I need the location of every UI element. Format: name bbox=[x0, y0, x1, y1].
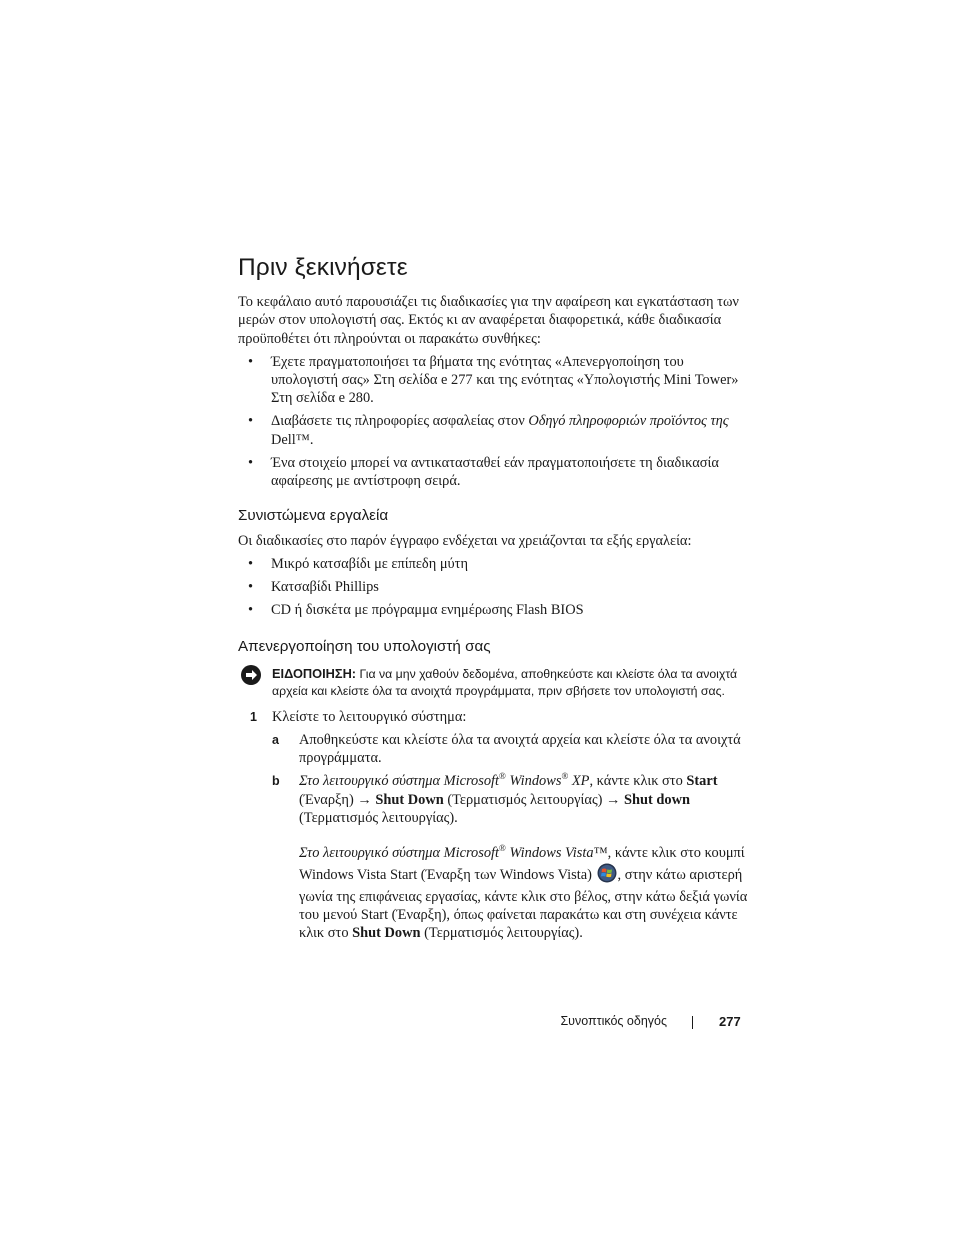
bullet-icon: • bbox=[248, 454, 254, 471]
bullet-icon: • bbox=[248, 578, 254, 595]
os-name-italic: XP bbox=[568, 773, 590, 790]
instruction-text: (Τερματισμός λειτουργίας). bbox=[299, 809, 458, 826]
xp-instructions bbox=[299, 772, 748, 827]
page-content bbox=[238, 293, 748, 948]
list-item bbox=[238, 578, 748, 596]
instruction-text: (Τερματισμός λειτουργίας). bbox=[420, 925, 583, 942]
bullet-icon: • bbox=[248, 601, 254, 618]
notice-icon bbox=[240, 664, 262, 691]
step-text: Κλείστε το λειτουργικό σύστημα: bbox=[272, 708, 467, 725]
notice-text: Για να μην χαθούν δεδομένα, αποθηκεύστε και κλείστε όλα τα ανοιχτά αρχεία και κλείστε όλα τα ανοιχτά προγράμματα, πριν σβήσετε τον υπολογιστή σας. bbox=[272, 666, 738, 698]
bullet-icon: • bbox=[248, 555, 254, 572]
tool-text: CD ή δισκέτα με πρόγραμμα ενημέρωσης Flash BIOS bbox=[271, 601, 584, 618]
list-item bbox=[238, 555, 748, 573]
vista-instructions bbox=[299, 844, 748, 942]
os-name-italic: Στο λειτουργικό σύστημα Microsoft bbox=[299, 845, 500, 862]
registered-mark: ® bbox=[499, 843, 506, 854]
substep-letter: a bbox=[272, 732, 279, 747]
tools-list bbox=[238, 555, 748, 619]
instruction-text: ™, κάντε κλικ στο κουμπί Windows Vista Start (Έναρξη των Windows Vista) bbox=[299, 845, 745, 883]
shut-down-label: Shut Down bbox=[352, 925, 421, 942]
registered-mark: ® bbox=[561, 771, 569, 782]
bullet-icon: • bbox=[248, 413, 254, 430]
condition-text: Διαβάσετε τις πληροφορίες ασφαλείας στον bbox=[271, 413, 529, 430]
intro-paragraph: Το κεφάλαιο αυτό παρουσιάζει τις διαδικασίες για την αφαίρεση και εγκατάσταση των μερών στον υπολογιστή σας. Εκτός κι αν αναφέρεται διαφορετικά, κάθε διαδικασία προϋποθέτει ότι πληρούνται οι παρακάτω συνθήκες: bbox=[238, 294, 739, 347]
bullet-icon: • bbox=[248, 353, 254, 370]
notice-label: ΕΙΔΟΠΟΙΗΣΗ: bbox=[272, 665, 357, 681]
shut-down-label: Shut Down bbox=[375, 791, 444, 808]
substep-letter: b bbox=[272, 774, 280, 789]
page-number: 277 bbox=[719, 1014, 741, 1029]
notice-box bbox=[238, 665, 748, 700]
instruction-text: (Τερματισμός λειτουργίας) → bbox=[443, 791, 625, 808]
condition-text: Dell™. bbox=[271, 431, 314, 448]
list-item bbox=[238, 412, 748, 449]
footer-label: Συνοπτικός οδηγός bbox=[560, 1014, 667, 1028]
shutdown-heading: Απενεργοποίηση του υπολογιστή σας bbox=[238, 638, 491, 656]
tools-heading: Συνιστώμενα εργαλεία bbox=[238, 507, 389, 525]
page-title: Πριν ξεκινήσετε bbox=[238, 254, 408, 281]
list-item bbox=[238, 353, 748, 408]
list-item bbox=[238, 454, 748, 491]
instruction-text: , κάντε κλικ στο bbox=[589, 773, 687, 790]
steps bbox=[238, 708, 748, 943]
instruction-text: (Έναρξη) → bbox=[299, 791, 376, 808]
list-item bbox=[238, 601, 748, 619]
instruction-text: , στην κάτω αριστερή γωνία της επιφάνειας εργασίας, κάντε κλικ στο βέλος, στην κάτω δεξιά γωνία του μενού Start (Έναρξη), όπως φαίνεται παρακάτω και στη συνέχεια κάντε κλικ στο bbox=[299, 866, 748, 942]
os-name-italic: Windows Vista bbox=[505, 845, 594, 862]
footer-separator bbox=[692, 1016, 693, 1029]
tool-text: Μικρό κατσαβίδι με επίπεδη μύτη bbox=[271, 555, 468, 572]
os-name-italic: Στο λειτουργικό σύστημα Microsoft bbox=[299, 773, 500, 790]
substep-b bbox=[238, 772, 748, 942]
step-1 bbox=[238, 708, 748, 726]
substep-a bbox=[238, 731, 748, 768]
tools-intro: Οι διαδικασίες στο παρόν έγγραφο ενδέχεται να χρειάζονται τα εξής εργαλεία: bbox=[238, 532, 692, 549]
shut-down-label: Shut down bbox=[624, 791, 691, 808]
condition-text: Ένα στοιχείο μπορεί να αντικατασταθεί εάν πραγματοποιήσετε τη διαδικασία αφαίρεσης με αντίστροφη σειρά. bbox=[271, 454, 719, 490]
step-number: 1 bbox=[250, 709, 257, 724]
registered-mark: ® bbox=[499, 771, 506, 782]
tool-text: Κατσαβίδι Phillips bbox=[271, 578, 379, 595]
windows-vista-start-icon bbox=[597, 863, 617, 888]
condition-text: Έχετε πραγματοποιήσει τα βήματα της ενότητας «Απενεργοποίηση του υπολογιστή σας» Στη σελίδα e 277 και της ενότητας «Υπολογιστής Mini Tower» Στη σελίδα e 280. bbox=[271, 353, 739, 407]
conditions-list bbox=[238, 353, 748, 490]
os-name-italic: Windows bbox=[505, 773, 562, 790]
substep-text: Αποθηκεύστε και κλείστε όλα τα ανοιχτά αρχεία και κλείστε όλα τα ανοιχτά προγράμματα. bbox=[299, 731, 741, 767]
product-guide-title: Οδηγό πληροφοριών προϊόντος της bbox=[528, 413, 729, 430]
start-label: Start bbox=[686, 773, 718, 790]
